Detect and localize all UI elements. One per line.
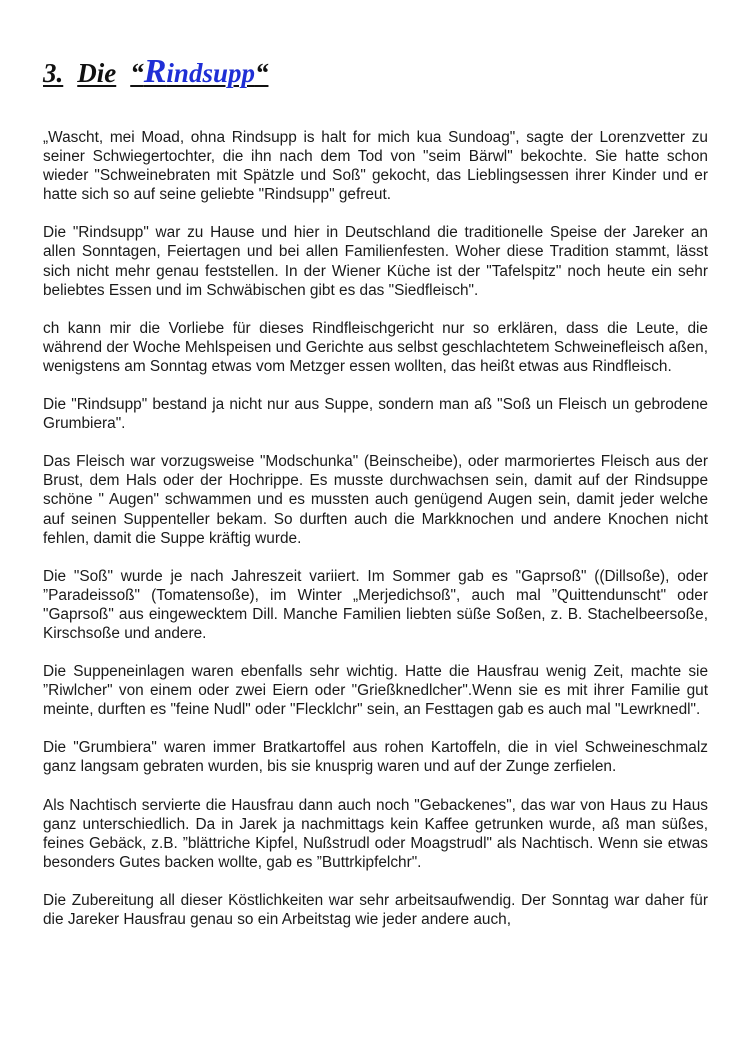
paragraph: Das Fleisch war vorzugsweise "Modschunka" (Beinscheibe), oder marmoriertes Fleisch aus der Brust, dem Hals oder der Hochrippe. Es musste durchwachsen sein, damit auf der Rindsuppe schöne " Augen" schwammen und es mussten auch genügend Augen sein, damit jeder welche auf seinen Suppenteller bekam. So durften auch die Markknochen und andere Knochen nicht fehlen, damit die Suppe kräftig wurde. (43, 453, 708, 547)
paragraph: Die "Rindsupp" bestand ja nicht nur aus Suppe, sondern man aß "Soß un Fleisch un gebrodene Grumbiera". (43, 396, 708, 433)
paragraph: ch kann mir die Vorliebe für dieses Rindfleischgericht nur so erklären, dass die Leute, die während der Woche Mehlspeisen und Gerichte aus selbst geschlachtetem Schweinefleisch aßen, wenigstens am Sonntag etwas vom Metzger essen wollten, das heißt etwas aus Rindfleisch. (43, 319, 708, 375)
title-rest: indsupp (166, 58, 255, 88)
close-quote: “ (254, 58, 269, 88)
chapter-word: Die (77, 58, 117, 88)
paragraph: Die Zubereitung all dieser Köstlichkeiten war sehr arbeitsaufwendig. Der Sonntag war daher für die Jareker Hausfrau genau so ein Arbeitstag wie jeder andere auch, (43, 891, 708, 928)
chapter-number: 3. (43, 58, 64, 88)
paragraph: Die "Rindsupp" war zu Hause und hier in Deutschland die traditionelle Speise der Jareker an allen Sonntagen, Feiertagen und bei allen Familienfesten. Woher diese Tradition stammt, lässt sich nicht mehr genau feststellen. In der Wiener Küche ist der "Tafelspitz" noch heute ein sehr beliebtes Essen und im Schwäbischen gibt es das "Siedfleisch". (43, 224, 708, 299)
paragraph: „Wascht, mei Moad, ohna Rindsupp is halt for mich kua Sundoag", sagte der Lorenzvetter zu seiner Schwiegertochter, die ihn nach dem Tod von "seim Bärwl" bekochte. Sie hatte schon wieder "Schweinebraten mit Spätzle und Soß" gekocht, das Lieblingsessen ihrer Kinder und er hatte sich so auf seine geliebte "Rindsupp" gefreut. (43, 129, 708, 204)
paragraph: Als Nachtisch servierte die Hausfrau dann auch noch "Gebackenes", das war von Haus zu Haus ganz unterschiedlich. Da in Jarek ja nachmittags kein Kaffee getrunken wurde, aß man süßes, feines Gebäck, z.B. ”blättriche Kipfel, Nußstrudl oder Moagstrudl" als Nachtisch. Wenn sie etwas besonders Gutes backen wollte, gab es ”Buttrkipfelchr". (43, 796, 708, 871)
chapter-heading (43, 52, 268, 93)
paragraph: Die "Soß" wurde je nach Jahreszeit variiert. Im Sommer gab es "Gaprsoß" ((Dillsoße), oder ”Paradeissoß" (Tomatensoße), im Winter „Merjedichsoß", auch mal ”Quittendunscht" oder "Gaprsoß" aus eingewecktem Dill. Manche Familien liebten süße Soßen, z. B. Stachelbeersoße, Kirschsoße und andere. (43, 567, 708, 642)
paragraph: Die "Grumbiera" waren immer Bratkartoffel aus rohen Kartoffeln, die in viel Schweineschmalz ganz langsam gebraten wurden, bis sie knusprig waren und auf der Zunge zerfielen. (43, 739, 708, 776)
open-quote: “ (130, 58, 144, 88)
paragraph: Die Suppeneinlagen waren ebenfalls sehr wichtig. Hatte die Hausfrau wenig Zeit, machte sie ”Riwlcher" von einem oder zwei Eiern oder "Grießknedlcher".Wenn sie es mit ihrer Familie gut meinte, durften es "feine Nudl" oder "Flecklchr" sein, an Festtagen gab es auch mal "Lewrknedl". (43, 663, 708, 719)
body-text (43, 128, 708, 948)
title-initial: R (143, 53, 167, 90)
